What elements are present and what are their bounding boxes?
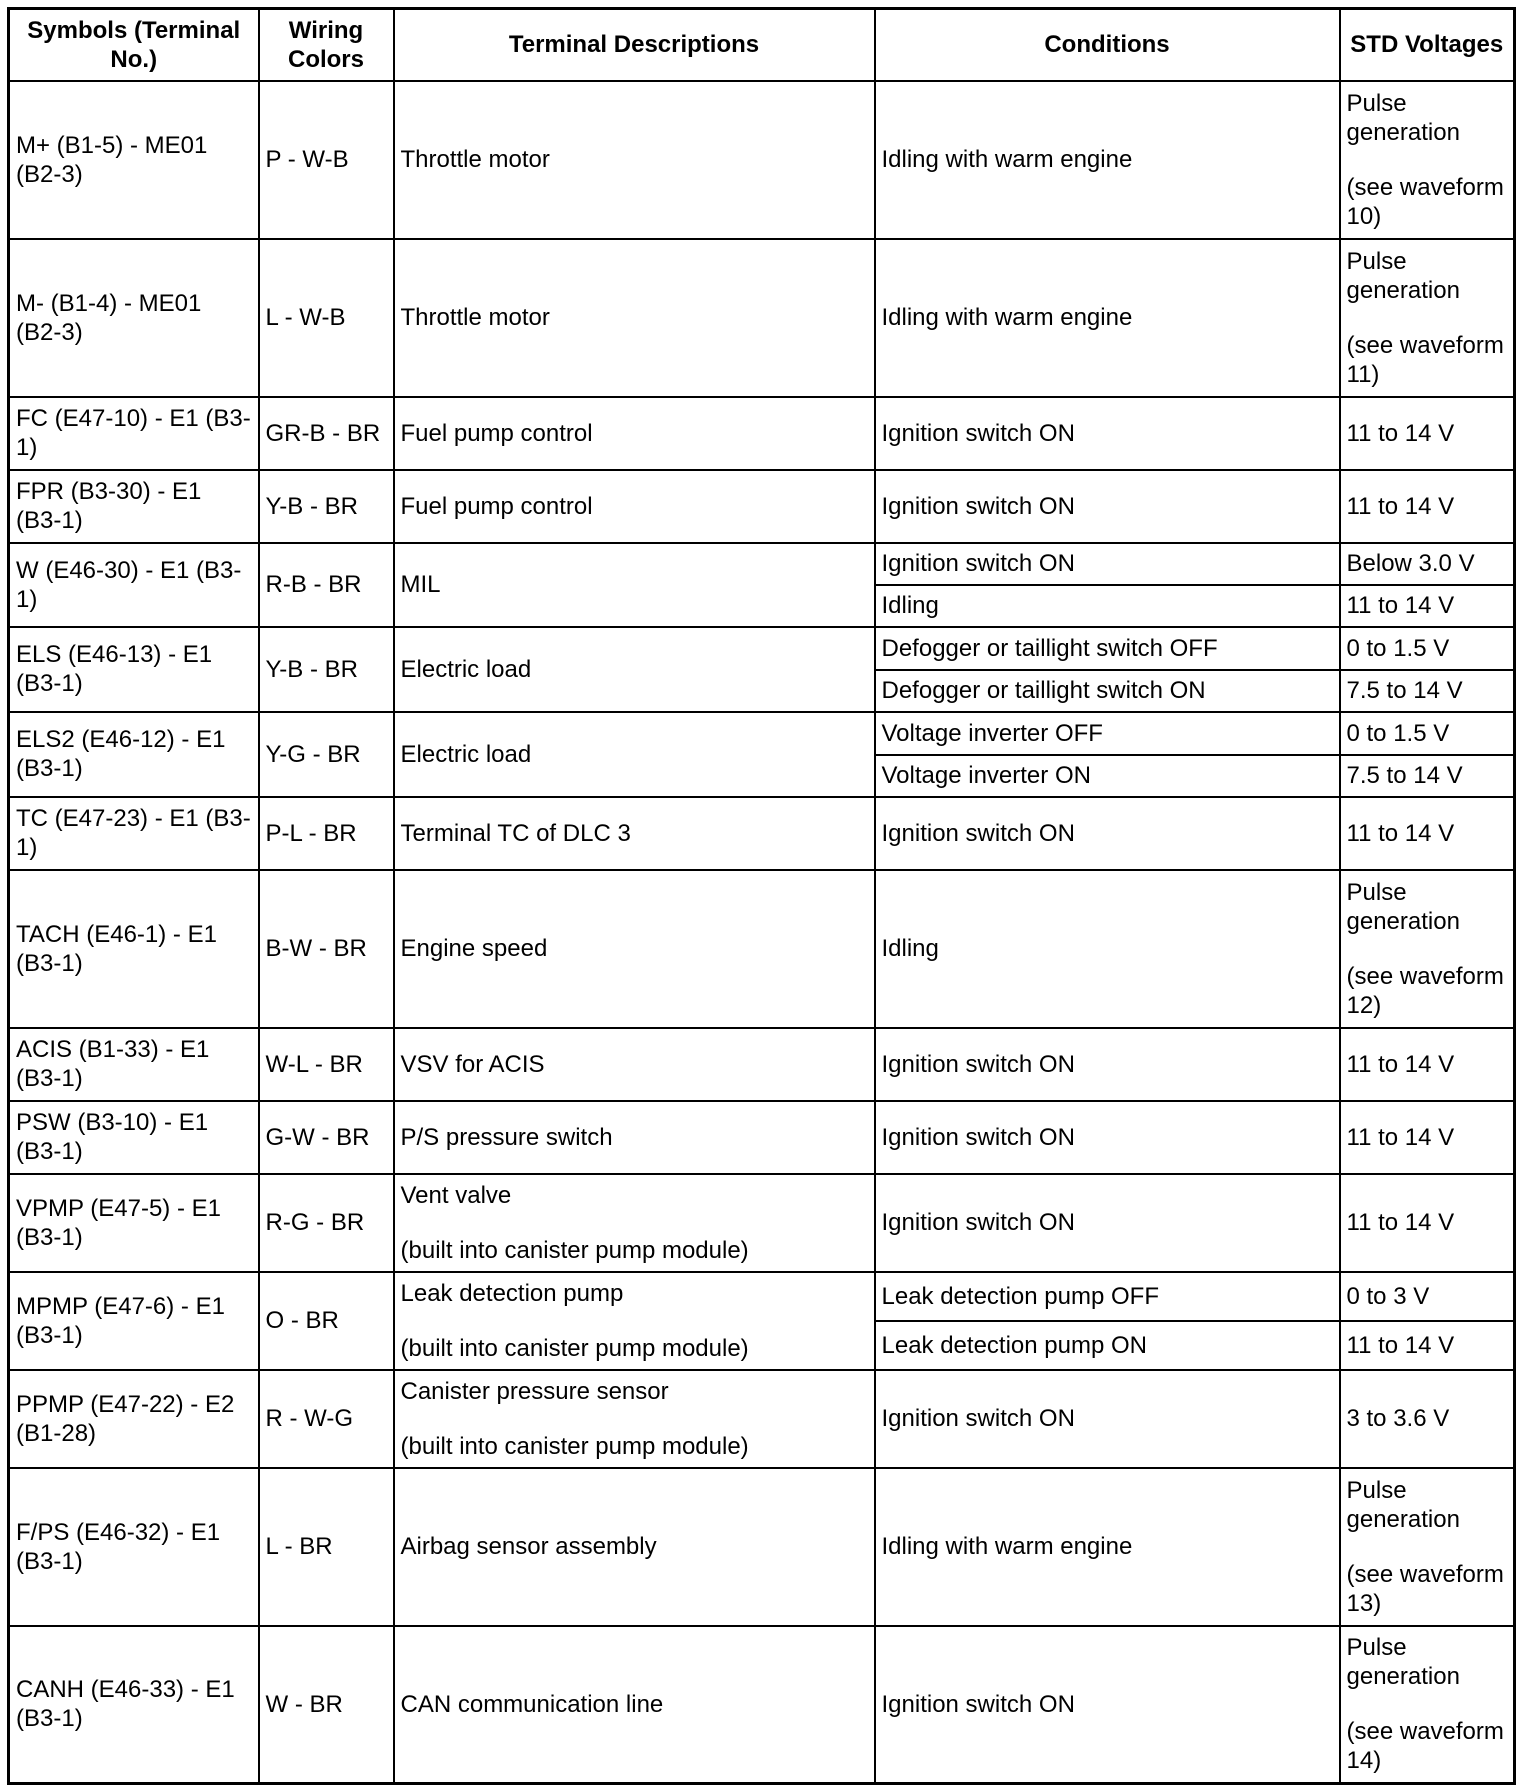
table-row	[9, 1101, 1515, 1174]
symbol-cell: FC (E47-10) - E1 (B3-1)	[9, 397, 259, 470]
wiring-cell: R - W-G	[259, 1370, 394, 1468]
voltage-cell: 11 to 14 V	[1340, 1174, 1515, 1272]
voltage-text: Pulse generation	[1346, 247, 1460, 304]
voltage-text: Pulse generation	[1346, 1634, 1460, 1691]
condition-cell: Idling with warm engine	[875, 239, 1340, 397]
voltage-cell: 11 to 14 V	[1340, 585, 1515, 627]
table-row	[9, 1370, 1515, 1468]
description-cell: Engine speed	[394, 870, 875, 1028]
symbol-cell: VPMP (E47-5) - E1 (B3-1)	[9, 1174, 259, 1272]
wiring-cell: W - BR	[259, 1626, 394, 1784]
voltage-cell	[1340, 239, 1515, 397]
description-text: Canister pressure sensor	[400, 1377, 669, 1405]
wiring-cell: L - BR	[259, 1468, 394, 1626]
voltage-cell	[1340, 1626, 1515, 1784]
waveform-note: (see waveform 10)	[1346, 173, 1504, 230]
table-row	[9, 239, 1515, 397]
voltage-cell: 11 to 14 V	[1340, 397, 1515, 470]
symbol-cell: PSW (B3-10) - E1 (B3-1)	[9, 1101, 259, 1174]
condition-cell: Ignition switch ON	[875, 797, 1340, 870]
table-row	[9, 397, 1515, 470]
header-symbols: Symbols (Terminal No.)	[9, 9, 259, 81]
description-note: (built into canister pump module)	[400, 1334, 749, 1362]
header-row	[9, 9, 1515, 81]
voltage-cell: 11 to 14 V	[1340, 470, 1515, 543]
wiring-cell: Y-B - BR	[259, 627, 394, 712]
wiring-cell: Y-B - BR	[259, 470, 394, 543]
description-cell	[394, 1174, 875, 1272]
wiring-cell: O - BR	[259, 1272, 394, 1370]
voltage-cell: 0 to 1.5 V	[1340, 627, 1515, 670]
condition-cell: Voltage inverter OFF	[875, 712, 1340, 755]
voltage-cell: 11 to 14 V	[1340, 1321, 1515, 1370]
condition-cell: Idling	[875, 870, 1340, 1028]
wiring-cell: P - W-B	[259, 81, 394, 239]
voltage-cell: 11 to 14 V	[1340, 1101, 1515, 1174]
condition-cell: Ignition switch ON	[875, 543, 1340, 585]
voltage-cell: 11 to 14 V	[1340, 797, 1515, 870]
waveform-note: (see waveform 14)	[1346, 1718, 1504, 1775]
description-note: (built into canister pump module)	[400, 1432, 749, 1460]
symbol-cell: M- (B1-4) - ME01 (B2-3)	[9, 239, 259, 397]
table-row	[9, 543, 1515, 585]
condition-cell: Voltage inverter ON	[875, 755, 1340, 797]
symbol-cell: W (E46-30) - E1 (B3-1)	[9, 543, 259, 627]
condition-cell: Idling	[875, 585, 1340, 627]
description-text: Leak detection pump	[400, 1279, 624, 1307]
symbol-cell: ACIS (B1-33) - E1 (B3-1)	[9, 1028, 259, 1101]
table-row	[9, 797, 1515, 870]
condition-cell: Defogger or taillight switch ON	[875, 670, 1340, 712]
symbol-cell: PPMP (E47-22) - E2 (B1-28)	[9, 1370, 259, 1468]
condition-cell: Ignition switch ON	[875, 470, 1340, 543]
voltage-text: Pulse generation	[1346, 1476, 1460, 1533]
condition-cell: Ignition switch ON	[875, 1174, 1340, 1272]
table-row	[9, 870, 1515, 1028]
description-text: Vent valve	[400, 1181, 512, 1209]
header-std-voltages: STD Voltages	[1340, 9, 1515, 81]
condition-cell: Leak detection pump ON	[875, 1321, 1340, 1370]
waveform-note: (see waveform 12)	[1346, 962, 1504, 1019]
voltage-cell: 0 to 1.5 V	[1340, 712, 1515, 755]
condition-cell: Defogger or taillight switch OFF	[875, 627, 1340, 670]
description-cell: Airbag sensor assembly	[394, 1468, 875, 1626]
table-row	[9, 1468, 1515, 1626]
voltage-cell: 7.5 to 14 V	[1340, 755, 1515, 797]
symbol-cell: TC (E47-23) - E1 (B3-1)	[9, 797, 259, 870]
description-cell: P/S pressure switch	[394, 1101, 875, 1174]
condition-cell: Ignition switch ON	[875, 1626, 1340, 1784]
symbol-cell: M+ (B1-5) - ME01 (B2-3)	[9, 81, 259, 239]
symbol-cell: TACH (E46-1) - E1 (B3-1)	[9, 870, 259, 1028]
wiring-cell: P-L - BR	[259, 797, 394, 870]
description-cell	[394, 1370, 875, 1468]
description-cell: Throttle motor	[394, 239, 875, 397]
wiring-cell: G-W - BR	[259, 1101, 394, 1174]
table-row	[9, 81, 1515, 239]
voltage-cell: 7.5 to 14 V	[1340, 670, 1515, 712]
waveform-note: (see waveform 13)	[1346, 1560, 1504, 1617]
description-cell: Electric load	[394, 712, 875, 797]
wiring-cell: Y-G - BR	[259, 712, 394, 797]
voltage-cell: 3 to 3.6 V	[1340, 1370, 1515, 1468]
description-cell: Electric load	[394, 627, 875, 712]
description-cell: Throttle motor	[394, 81, 875, 239]
voltage-cell	[1340, 1468, 1515, 1626]
description-note: (built into canister pump module)	[400, 1236, 749, 1264]
header-wiring-colors: Wiring Colors	[259, 9, 394, 81]
wiring-cell: GR-B - BR	[259, 397, 394, 470]
description-cell: MIL	[394, 543, 875, 627]
description-cell: Fuel pump control	[394, 397, 875, 470]
table-row	[9, 1626, 1515, 1784]
waveform-note: (see waveform 11)	[1346, 331, 1504, 388]
header-terminal-descriptions: Terminal Descriptions	[394, 9, 875, 81]
voltage-cell: Below 3.0 V	[1340, 543, 1515, 585]
condition-cell: Leak detection pump OFF	[875, 1272, 1340, 1321]
table-row	[9, 712, 1515, 755]
voltage-cell	[1340, 870, 1515, 1028]
condition-cell: Ignition switch ON	[875, 1101, 1340, 1174]
condition-cell: Ignition switch ON	[875, 1028, 1340, 1101]
terminal-voltage-table	[7, 7, 1516, 1785]
voltage-cell: 0 to 3 V	[1340, 1272, 1515, 1321]
description-cell: CAN communication line	[394, 1626, 875, 1784]
symbol-cell: ELS2 (E46-12) - E1 (B3-1)	[9, 712, 259, 797]
table-row	[9, 1174, 1515, 1272]
symbol-cell: CANH (E46-33) - E1 (B3-1)	[9, 1626, 259, 1784]
wiring-cell: L - W-B	[259, 239, 394, 397]
condition-cell: Idling with warm engine	[875, 1468, 1340, 1626]
voltage-text: Pulse generation	[1346, 878, 1460, 935]
table-row	[9, 1028, 1515, 1101]
description-cell	[394, 1272, 875, 1370]
voltage-text: Pulse generation	[1346, 89, 1460, 146]
wiring-cell: R-G - BR	[259, 1174, 394, 1272]
description-cell: Fuel pump control	[394, 470, 875, 543]
description-cell: Terminal TC of DLC 3	[394, 797, 875, 870]
condition-cell: Ignition switch ON	[875, 1370, 1340, 1468]
voltage-cell	[1340, 81, 1515, 239]
wiring-cell: W-L - BR	[259, 1028, 394, 1101]
wiring-cell: B-W - BR	[259, 870, 394, 1028]
table-row	[9, 627, 1515, 670]
condition-cell: Idling with warm engine	[875, 81, 1340, 239]
table-row	[9, 1272, 1515, 1321]
wiring-cell: R-B - BR	[259, 543, 394, 627]
symbol-cell: MPMP (E47-6) - E1 (B3-1)	[9, 1272, 259, 1370]
voltage-cell: 11 to 14 V	[1340, 1028, 1515, 1101]
header-conditions: Conditions	[875, 9, 1340, 81]
symbol-cell: F/PS (E46-32) - E1 (B3-1)	[9, 1468, 259, 1626]
symbol-cell: ELS (E46-13) - E1 (B3-1)	[9, 627, 259, 712]
table-row	[9, 470, 1515, 543]
description-cell: VSV for ACIS	[394, 1028, 875, 1101]
condition-cell: Ignition switch ON	[875, 397, 1340, 470]
symbol-cell: FPR (B3-30) - E1 (B3-1)	[9, 470, 259, 543]
